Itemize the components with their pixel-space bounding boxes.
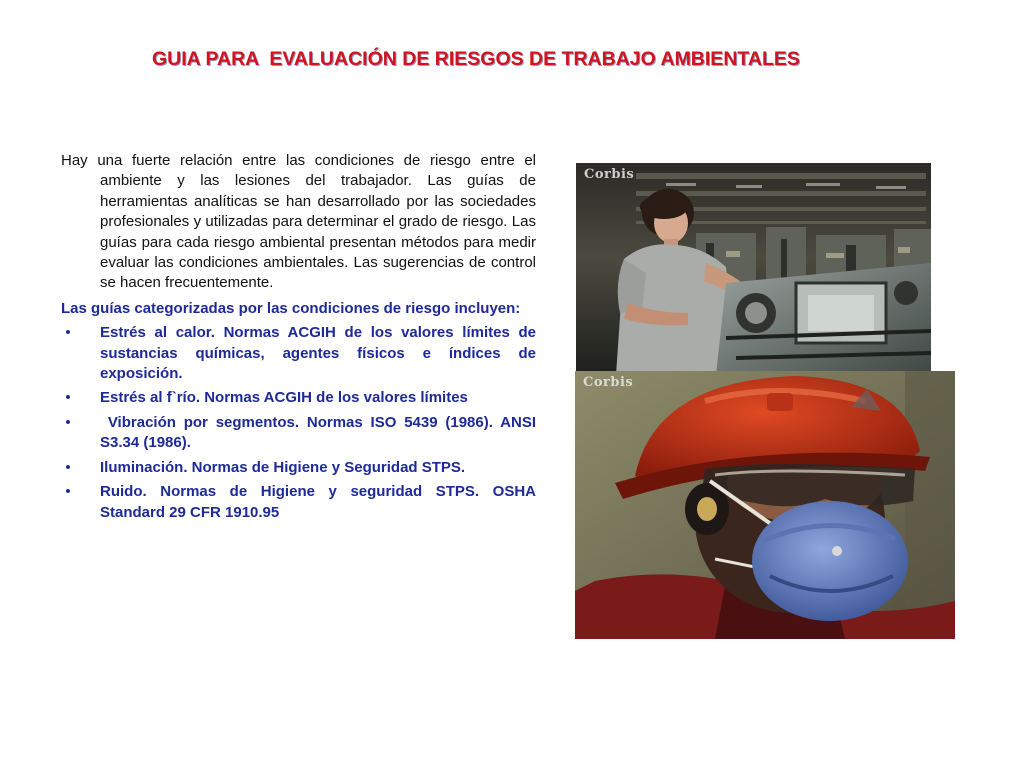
bullet-icon: • xyxy=(65,413,71,431)
bullet-icon: • xyxy=(65,389,71,407)
respirator-worker-photo xyxy=(575,371,955,639)
list-item-text: Iluminación. Normas de Higiene y Seguridad STPS. xyxy=(100,458,466,476)
photo-watermark: Corbis xyxy=(583,375,634,390)
list-item-heat-stress xyxy=(61,323,536,384)
list-item-noise xyxy=(61,482,536,523)
list-item-text: Ruido. Normas de Higiene y seguridad STPS. OSHA Standard 29 CFR 1910.95 xyxy=(100,483,536,521)
slide-title: GUIA PARA EVALUACIÓN DE RIESGOS DE TRABAJO AMBIENTALES xyxy=(152,48,800,70)
risk-guides-list xyxy=(61,323,541,523)
bullet-icon: • xyxy=(65,483,71,501)
categories-lead: Las guías categorizadas por las condiciones de riesgo incluyen: xyxy=(61,299,521,317)
list-item-text: Estrés al calor. Normas ACGIH de los valores límites de sustancias químicas, agentes físicos e índices de exposición. xyxy=(100,324,536,383)
photo-watermark: Corbis xyxy=(584,167,635,182)
slide-body xyxy=(61,151,541,527)
list-item-text: Vibración por segmentos. Normas ISO 5439 (1986). ANSI S3.34 (1986). xyxy=(100,413,541,452)
list-item-lighting xyxy=(61,458,536,478)
bullet-icon: • xyxy=(65,324,71,342)
list-item-cold-stress xyxy=(61,388,536,408)
intro-paragraph: Hay una fuerte relación entre las condiciones de riesgo entre el ambiente y las lesiones del trabajador. Las guías de herramientas analíticas se han desarrollado por las sociedades profesionales y utilizadas para determinar el grado de riesgo. Las guías para cada riesgo ambiental presentan métodos para medir evaluar las condiciones ambientales. Las sugerencias de control se hacen frecuentemente. xyxy=(61,152,536,292)
list-item-text: Estrés al f`río. Normas ACGIH de los valores límites xyxy=(100,389,468,407)
factory-worker-photo xyxy=(576,163,931,375)
list-item-vibration xyxy=(61,413,541,454)
bullet-icon: • xyxy=(65,458,71,476)
